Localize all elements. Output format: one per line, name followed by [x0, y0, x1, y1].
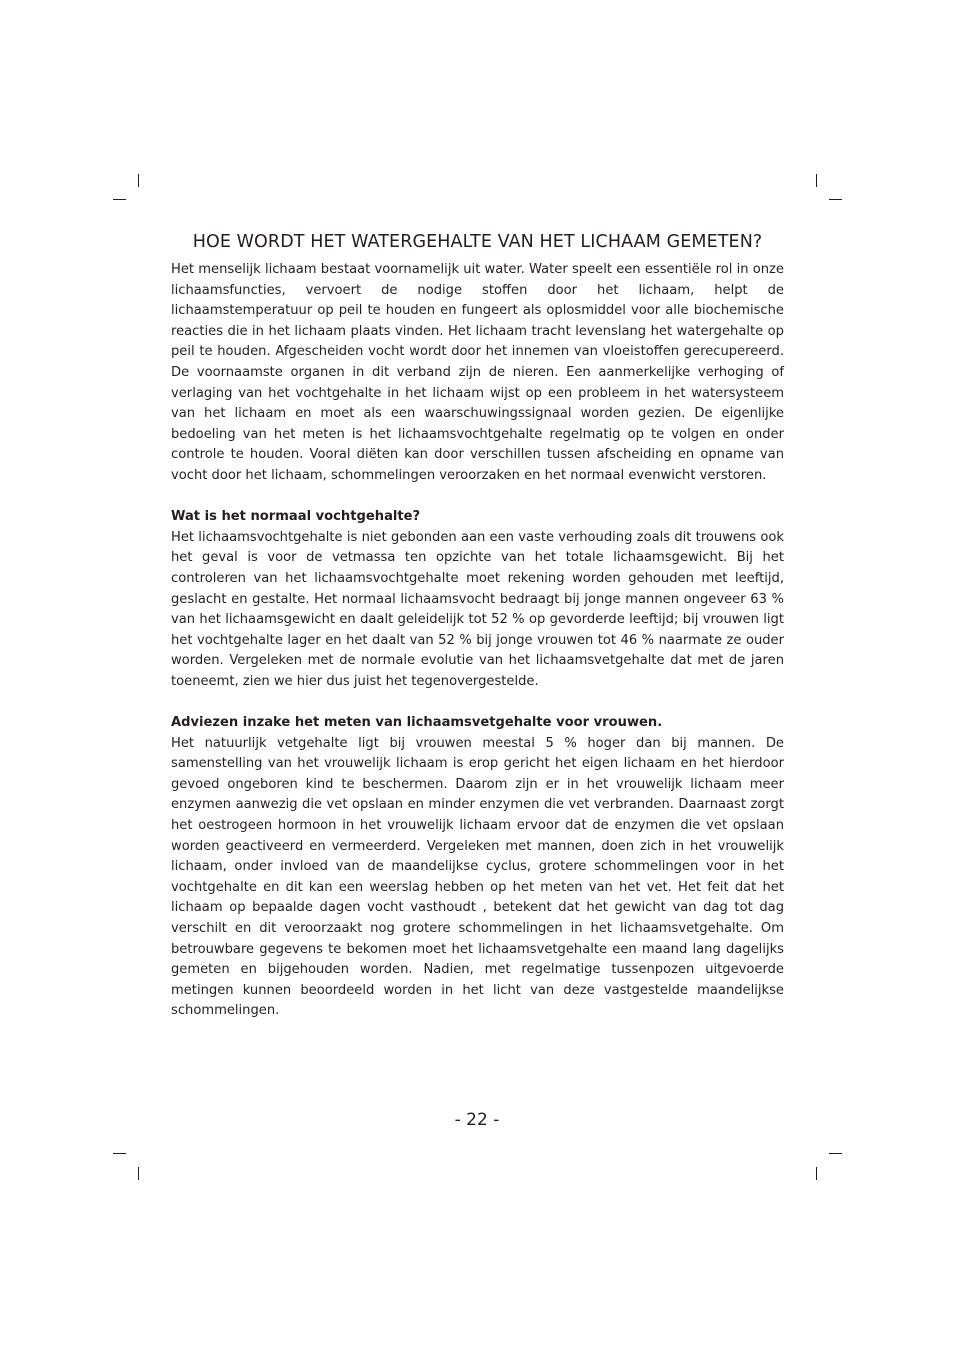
intro-paragraph: Het menselijk lichaam bestaat voornamelijk uit water. Water speelt een essentiële rol in onze lichaamsfuncties, vervoert de nodige stoffen door het lichaam, helpt de lichaamstemperatuur op peil te houden en fungeert als oplosmiddel voor alle biochemische reacties die in het lichaam plaats vinden. Het lichaam tracht levenslang het watergehalte op peil te houden. Afgescheiden vocht wordt door het innemen van vloeistoffen gerecupereerd. De voornaamste organen in dit verband zijn de nieren. Een aanmerkelijke verhoging of verlaging van het vochtgehalte in het lichaam wijst op een probleem in het watersysteem van het lichaam en moet als een waarschuwingssignaal worden gezien. De eigenlijke bedoeling van het meten is het lichaamsvochtgehalte regelmatig op te volgen en onder controle te houden. Vooral diëten kan door verschillen tussen afscheiding en opname van vocht door het lichaam, schommelingen veroorzaken en het normaal evenwicht verstoren. [171, 262, 784, 483]
crop-mark-top-right-horizontal [829, 199, 842, 200]
crop-mark-top-left-vertical [138, 174, 139, 187]
page-title: HOE WORDT HET WATERGEHALTE VAN HET LICHAAM GEMETEN? [192, 232, 763, 252]
crop-mark-top-left-horizontal [113, 199, 126, 200]
crop-mark-bottom-right-vertical [816, 1167, 817, 1180]
section-body-normal-moisture: Het lichaamsvochtgehalte is niet gebonden aan een vaste verhouding zoals dit trouwens ook het geval is voor de vetmassa ten opzichte van het totale lichaamsgewicht. Bij het controleren van het lichaamsvochtgehalte moet rekening worden gehouden met leeftijd, geslacht en gestalte. Het normaal lichaamsvocht bedraagt bij jonge mannen ongeveer 63 % van het lichaamsgewicht en daalt geleidelijk tot 52 % op gevorderde leeftijd; bij vrouwen ligt het vochtgehalte lager en het daalt van 52 % bij jonge vrouwen tot 46 % naarmate ze ouder worden. Vergeleken met de normale evolutie van het lichaamsvetgehalte dat met de jaren toeneemt, zien we hier dus juist het tegenovergestelde. [171, 529, 784, 689]
page-content [171, 230, 784, 1022]
crop-mark-bottom-right-horizontal [829, 1153, 842, 1154]
crop-mark-bottom-left-vertical [138, 1167, 139, 1180]
crop-mark-top-right-vertical [816, 174, 817, 187]
section-heading-women-advice: Adviezen inzake het meten van lichaamsvetgehalte voor vrouwen. [171, 715, 663, 731]
section-heading-normal-moisture: Wat is het normaal vochtgehalte? [171, 509, 421, 525]
section-body-women-advice: Het natuurlijk vetgehalte ligt bij vrouwen meestal 5 % hoger dan bij mannen. De samenstelling van het vrouwelijk lichaam is erop gericht het eigen lichaam en het hierdoor gevoed ongeboren kind te beschermen. Daarom zijn er in het vrouwelijk lichaam meer enzymen aanwezig die vet opslaan en minder enzymen die vet verbranden. Daarnaast zorgt het oestrogeen hormoon in het vrouwelijk lichaam ervoor dat de enzymen die vet opslaan worden geactiveerd en vermeerderd. Vergeleken met mannen, doen zich in het vrouwelijk lichaam, onder invloed van de maandelijkse cyclus, grotere schommelingen voor in het vochtgehalte en dit kan een weerslag hebben op het meten van het vet. Het feit dat het lichaam op bepaalde dagen vocht vasthoudt , betekent dat het gewicht van dag tot dag verschilt en dit veroorzaakt nog grotere schommelingen in het lichaamsvetgehalte. Om betrouwbare gegevens te bekomen moet het lichaamsvetgehalte een maand lang dagelijks gemeten en bijgehouden worden. Nadien, met regelmatige tussenpozen uitgevoerde metingen kunnen beoordeeld worden in het licht van deze vastgestelde maandelijkse schommelingen. [171, 735, 784, 1019]
page-number: - 22 - [454, 1110, 500, 1130]
crop-mark-bottom-left-horizontal [113, 1153, 126, 1154]
